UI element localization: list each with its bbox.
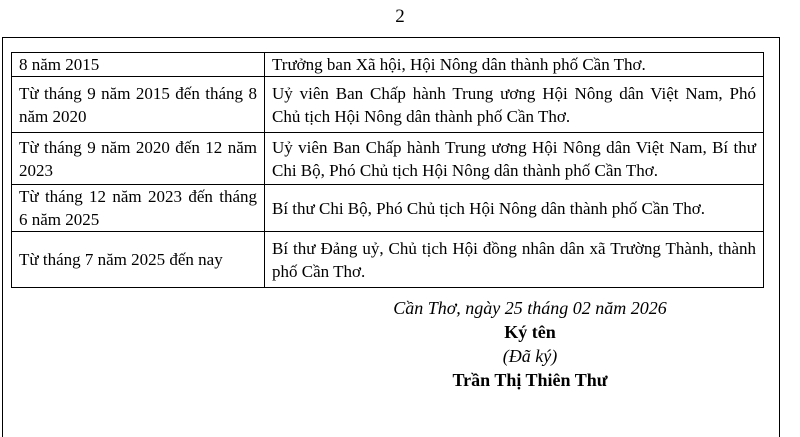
period-cell: Từ tháng 12 năm 2023 đến tháng 6 năm 2025 — [12, 185, 265, 232]
table-row — [12, 77, 764, 133]
table-row — [12, 232, 764, 288]
period-cell: Từ tháng 7 năm 2025 đến nay — [12, 232, 265, 288]
page-number: 2 — [395, 6, 405, 27]
role-cell: Bí thư Chi Bộ, Phó Chủ tịch Hội Nông dân thành phố Cần Thơ. — [265, 185, 764, 232]
signer-name: Trần Thị Thiên Thư — [452, 370, 608, 390]
signature-title: Ký tên — [504, 322, 556, 342]
place-date: Cần Thơ, ngày 25 tháng 02 năm 2026 — [393, 298, 667, 318]
period-cell: 8 năm 2015 — [12, 53, 265, 77]
signed-note: (Đã ký) — [502, 346, 558, 366]
signature-block — [330, 296, 730, 392]
role-cell: Uỷ viên Ban Chấp hành Trung ương Hội Nông dân Việt Nam, Phó Chủ tịch Hội Nông dân thành phố Cần Thơ. — [265, 77, 764, 133]
table-row — [12, 53, 764, 77]
role-cell: Uỷ viên Ban Chấp hành Trung ương Hội Nông dân Việt Nam, Bí thư Chi Bộ, Phó Chủ tịch Hội Nông dân thành phố Cần Thơ. — [265, 133, 764, 185]
role-cell: Trưởng ban Xã hội, Hội Nông dân thành phố Cần Thơ. — [265, 53, 764, 77]
table-row — [12, 133, 764, 185]
period-cell: Từ tháng 9 năm 2015 đến tháng 8 năm 2020 — [12, 77, 265, 133]
career-history-table — [11, 52, 764, 288]
table-row — [12, 185, 764, 232]
role-cell: Bí thư Đảng uỷ, Chủ tịch Hội đồng nhân dân xã Trường Thành, thành phố Cần Thơ. — [265, 232, 764, 288]
period-cell: Từ tháng 9 năm 2020 đến 12 năm 2023 — [12, 133, 265, 185]
